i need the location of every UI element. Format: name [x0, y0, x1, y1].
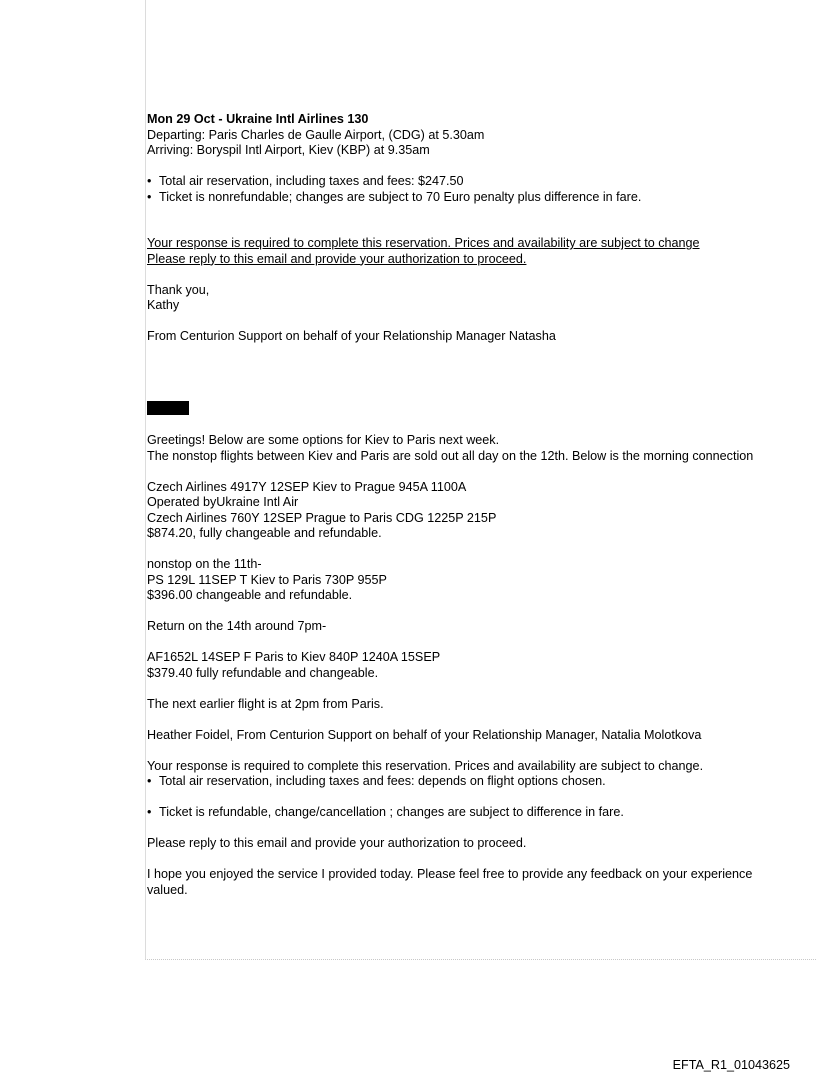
nonstop-note: The nonstop flights between Kiev and Paris are sold out all day on the 12th. Below is the morning connection [147, 448, 754, 463]
return-option-line: $379.40 fully refundable and changeable. [147, 665, 379, 680]
bullet-text: Ticket is refundable, change/cancellation ; changes are subject to difference in fare. [159, 805, 624, 819]
option2-line: PS 129L 11SEP T Kiev to Paris 730P 955P [147, 572, 387, 587]
option2-line: $396.00 changeable and refundable. [147, 588, 353, 602]
bullet-glyph: • [147, 805, 152, 819]
reply-notice-line: Please reply to this email and provide your authorization to proceed. [147, 251, 527, 266]
signature: Kathy [147, 298, 180, 312]
redaction-block [147, 401, 189, 415]
option1-line: Operated byUkraine Intl Air [147, 495, 299, 509]
departing-line: Departing: Paris Charles de Gaulle Airport, (CDG) at 5.30am [147, 127, 485, 142]
return-option-line: AF1652L 14SEP F Paris to Kiev 840P 1240A 15SEP [147, 650, 441, 664]
bullet-text: Total air reservation, including taxes and fees: depends on flight options chosen. [159, 774, 606, 788]
bullet-text: Total air reservation, including taxes and fees: $247.50 [159, 174, 464, 188]
return-heading: Return on the 14th around 7pm- [147, 619, 327, 633]
bullet-item [147, 190, 816, 206]
reply-request-line: Please reply to this email and provide your authorization to proceed. [147, 836, 527, 850]
signoff-line: Heather Foidel, From Centurion Support on behalf of your Relationship Manager, Natalia Molotkova [147, 727, 702, 742]
email-body [147, 112, 816, 898]
bullet-item [147, 774, 816, 790]
bullet-text: Ticket is nonrefundable; changes are subject to 70 Euro penalty plus difference in fare. [159, 189, 642, 204]
bullet-glyph: • [147, 774, 152, 788]
bullet-item [147, 805, 816, 821]
greeting-line: Greetings! Below are some options for Kiev to Paris next week. [147, 433, 500, 447]
option1-line: Czech Airlines 4917Y 12SEP Kiev to Prague 945A 1100A [147, 479, 467, 494]
feedback-line: I hope you enjoyed the service I provided today. Please feel free to provide any feedback on your experience [147, 867, 753, 881]
next-flight-line: The next earlier flight is at 2pm from Paris. [147, 696, 384, 711]
bullet-item [147, 174, 816, 190]
feedback-line: valued. [147, 882, 188, 897]
bullet-glyph: • [147, 189, 152, 204]
option2-line: nonstop on the 11th- [147, 557, 262, 571]
bullet-glyph: • [147, 174, 152, 188]
arriving-line: Arriving: Boryspil Intl Airport, Kiev (KBP) at 9.35am [147, 143, 430, 157]
option1-line: Czech Airlines 760Y 12SEP Prague to Paris CDG 1225P 215P [147, 510, 497, 525]
option1-line: $874.20, fully changeable and refundable. [147, 526, 382, 540]
flight-heading: Mon 29 Oct - Ukraine Intl Airlines 130 [147, 112, 369, 126]
document-id: EFTA_R1_01043625 [672, 1058, 790, 1072]
from-line: From Centurion Support on behalf of your Relationship Manager Natasha [147, 329, 556, 343]
response-required-line: Your response is required to complete this reservation. Prices and availability are subject to change. [147, 758, 704, 773]
thanks-line: Thank you, [147, 282, 210, 297]
response-notice-line: Your response is required to complete this reservation. Prices and availability are subject to change [147, 236, 700, 250]
